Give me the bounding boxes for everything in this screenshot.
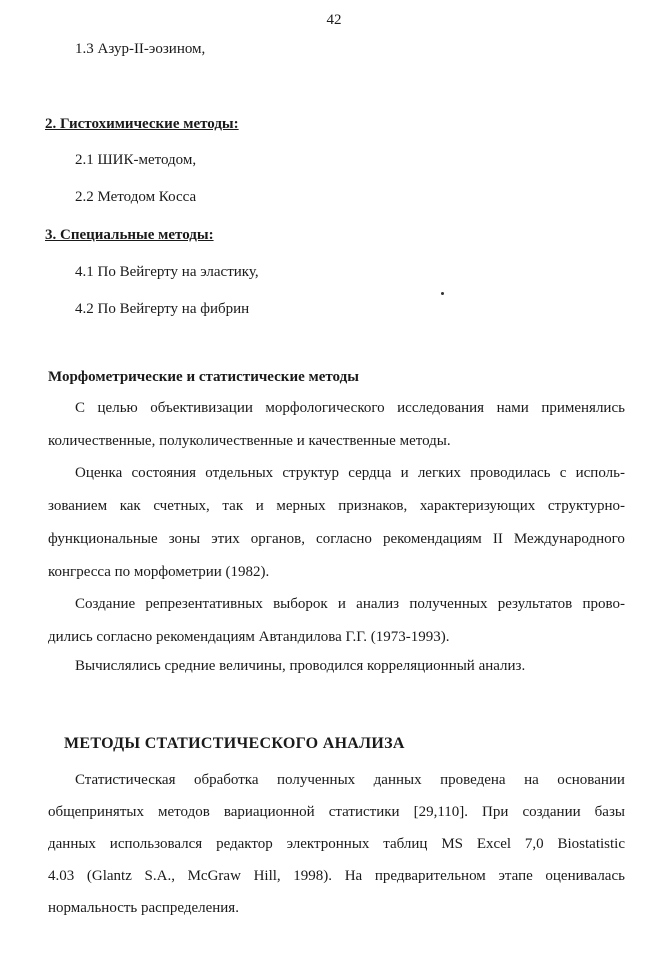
word: На — [344, 868, 363, 884]
word: характеризующих — [419, 498, 536, 514]
word: таблиц — [383, 836, 428, 852]
word: методов — [158, 804, 210, 820]
word: прово- — [582, 596, 625, 612]
word: результатов — [497, 596, 573, 612]
word: базы — [594, 804, 625, 820]
list-item-2-1: 2.1 ШИК-методом, — [75, 152, 197, 168]
word: 4.03 — [48, 868, 75, 884]
word: McGraw — [187, 868, 241, 884]
paragraph-morpho-samples — [48, 596, 625, 662]
word: этих — [211, 531, 240, 547]
word: исследования — [397, 400, 485, 416]
word: Оценка — [75, 465, 123, 481]
word: структурно- — [547, 498, 625, 514]
word: использовался — [109, 836, 203, 852]
paragraph-line — [48, 433, 625, 466]
word: основании — [557, 772, 625, 788]
paragraph-statistical-analysis — [48, 772, 625, 932]
paragraph-line — [48, 564, 625, 597]
word: отдельных — [205, 465, 274, 481]
word: (Glantz — [86, 868, 132, 884]
word: зоны — [168, 531, 201, 547]
word: вариационной — [223, 804, 315, 820]
word: функциональные — [48, 531, 158, 547]
word: рекомендациям — [382, 531, 482, 547]
word: II — [492, 531, 503, 547]
word: нами — [496, 400, 529, 416]
paragraph-line — [48, 836, 625, 868]
list-item-4-1: 4.1 По Вейгерту на эластику, — [75, 264, 259, 280]
word: этапе — [498, 868, 533, 884]
word: согласно — [316, 531, 372, 547]
paragraph-line — [48, 804, 625, 836]
word: количественные, полуколичественные и качественные методы. — [48, 433, 451, 449]
word: репрезентативных — [145, 596, 263, 612]
word: электронных — [286, 836, 370, 852]
word: легких — [417, 465, 461, 481]
paragraph-line — [48, 868, 625, 900]
word: [29,110]. — [413, 804, 469, 820]
histochemical-methods-heading: 2. Гистохимические методы: — [45, 116, 239, 132]
word: признаков, — [338, 498, 408, 514]
word: общепринятых — [48, 804, 144, 820]
word: Создание — [75, 596, 136, 612]
word: нормальность распределения. — [48, 900, 239, 916]
word: 7,0 — [524, 836, 544, 852]
word: полученных — [409, 596, 488, 612]
word: мерных — [276, 498, 326, 514]
word: дились согласно рекомендациям Автандилова Г.Г. (1973-1993). — [48, 629, 450, 645]
word: так — [222, 498, 244, 514]
paragraph-line — [48, 596, 625, 629]
word: целью — [97, 400, 138, 416]
word: применялись — [541, 400, 625, 416]
word: MS — [441, 836, 464, 852]
list-item-4-2: 4.2 По Вейгерту на фибрин — [75, 301, 250, 317]
paragraph-line — [48, 772, 625, 804]
word: конгресса по морфометрии (1982). — [48, 564, 270, 580]
word: Международного — [513, 531, 625, 547]
scan-speck — [441, 292, 444, 295]
word: редактор — [216, 836, 273, 852]
word: Biostatistic — [557, 836, 625, 852]
morphometric-methods-heading: Морфометрические и статистические методы — [48, 369, 359, 385]
word: S.A., — [144, 868, 175, 884]
list-item-2-2: 2.2 Методом Косса — [75, 189, 197, 205]
word: зованием — [48, 498, 108, 514]
word: сердца — [348, 465, 392, 481]
word: на — [524, 772, 539, 788]
paragraph-line — [48, 531, 625, 564]
paragraph-line — [48, 900, 625, 932]
word: предварительном — [374, 868, 486, 884]
word: структур — [282, 465, 340, 481]
word: морфологического — [265, 400, 385, 416]
word: Hill, — [253, 868, 281, 884]
word: анализ — [356, 596, 400, 612]
word: Статистическая — [75, 772, 176, 788]
paragraph-line — [48, 498, 625, 531]
paragraph-line — [48, 465, 625, 498]
special-methods-heading: 3. Специальные методы: — [45, 227, 214, 243]
word: статистики — [328, 804, 400, 820]
word: создании — [522, 804, 581, 820]
word: данных — [48, 836, 96, 852]
word: с — [559, 465, 567, 481]
word: и — [337, 596, 346, 612]
word: проводилась — [470, 465, 551, 481]
paragraph-morpho-averages: Вычислялись средние величины, проводился корреляционный анализ. — [75, 658, 526, 674]
paragraph-morpho-objective — [48, 400, 625, 466]
word: При — [482, 804, 509, 820]
word: выборок — [273, 596, 328, 612]
paragraph-line — [48, 400, 625, 433]
list-item-1-3: 1.3 Азур-II-эозином, — [75, 41, 206, 57]
word: исполь- — [575, 465, 625, 481]
word: счетных, — [153, 498, 210, 514]
word: объективизации — [150, 400, 253, 416]
word: состояния — [131, 465, 197, 481]
page-number: 42 — [326, 12, 342, 28]
word: полученных — [277, 772, 356, 788]
word: обработка — [194, 772, 259, 788]
word: Excel — [476, 836, 512, 852]
paragraph-morpho-assessment — [48, 465, 625, 597]
word: и — [400, 465, 409, 481]
word: 1998). — [293, 868, 333, 884]
statistical-analysis-heading: МЕТОДЫ СТАТИСТИЧЕСКОГО АНАЛИЗА — [64, 735, 405, 752]
word: органов, — [250, 531, 305, 547]
word: данных — [373, 772, 422, 788]
word: С — [75, 400, 86, 416]
word: и — [255, 498, 264, 514]
word: проведена — [440, 772, 506, 788]
word: оценивалась — [545, 868, 625, 884]
word: как — [119, 498, 141, 514]
